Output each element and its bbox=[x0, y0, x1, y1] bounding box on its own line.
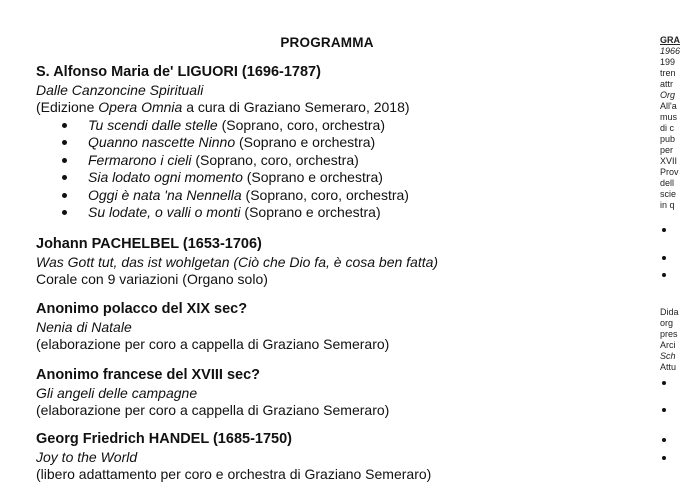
section-anonimo-francese bbox=[36, 367, 596, 420]
section-handel bbox=[36, 431, 596, 484]
cropped-line: Attu bbox=[660, 362, 677, 372]
composer-heading: S. Alfonso Maria de' LIGUORI (1696-1787) bbox=[36, 64, 321, 80]
bullet-icon bbox=[62, 140, 67, 145]
edition-prefix: (Edizione bbox=[36, 99, 99, 115]
cropped-line: All'a bbox=[660, 101, 677, 111]
section-pachelbel bbox=[36, 236, 596, 289]
item-detail: (Soprano, coro, orchestra) bbox=[241, 186, 409, 203]
cropped-line: in q bbox=[660, 200, 675, 210]
bullet-icon bbox=[662, 456, 666, 460]
work-note: (elaborazione per coro a cappella di Graziano Semeraro) bbox=[36, 402, 390, 418]
edition-note bbox=[36, 99, 596, 117]
item-title: Quanno nascette Ninno bbox=[88, 134, 236, 151]
bullet-icon bbox=[662, 438, 666, 442]
section-liguori bbox=[36, 64, 596, 222]
cropped-line: per bbox=[660, 145, 674, 155]
item-detail: (Soprano e orchestra) bbox=[242, 169, 383, 186]
cropped-line: pub bbox=[660, 134, 676, 144]
work-title: Dalle Canzoncine Spirituali bbox=[36, 81, 204, 98]
work-title: Nenia di Natale bbox=[36, 318, 132, 335]
cropped-line: Dida bbox=[660, 307, 679, 317]
item-detail: (Soprano, coro, orchestra) bbox=[217, 116, 385, 133]
edition-suffix: a cura di Graziano Semeraro, 2018) bbox=[182, 99, 410, 115]
cropped-line: Org bbox=[660, 90, 676, 100]
item-detail: (Soprano, coro, orchestra) bbox=[191, 151, 359, 168]
cropped-line: org bbox=[660, 318, 674, 328]
cropped-line: Sch bbox=[660, 351, 676, 361]
item-title: Fermarono i cieli bbox=[88, 151, 192, 168]
bullet-icon bbox=[662, 256, 666, 260]
bullet-icon bbox=[662, 381, 666, 385]
composer-heading: Johann PACHELBEL (1653-1706) bbox=[36, 236, 262, 252]
cropped-line: pres bbox=[660, 329, 678, 339]
bullet-icon bbox=[62, 210, 67, 215]
item-title: Oggi è nata 'na Nennella bbox=[88, 186, 242, 203]
cropped-line: mus bbox=[660, 112, 678, 122]
cropped-line: tren bbox=[660, 68, 676, 78]
work-title: Was Gott tut, das ist wohlgetan (Ciò che Dio fa, è cosa ben fatta) bbox=[36, 253, 439, 270]
list-item bbox=[36, 152, 596, 170]
bullet-icon bbox=[662, 408, 666, 412]
cropped-line: scie bbox=[660, 189, 677, 199]
work-note: (elaborazione per coro a cappella di Graziano Semeraro) bbox=[36, 336, 390, 352]
cropped-line: di c bbox=[660, 123, 675, 133]
item-title: Tu scendi dalle stelle bbox=[88, 116, 218, 133]
bullet-icon bbox=[62, 123, 67, 128]
adjacent-page-column bbox=[660, 0, 680, 480]
work-title: Joy to the World bbox=[36, 448, 138, 465]
cropped-line: dell bbox=[660, 178, 675, 188]
list-item bbox=[36, 117, 596, 135]
bullet-icon bbox=[62, 158, 67, 163]
cropped-heading: GRA bbox=[660, 35, 680, 45]
list-item bbox=[36, 134, 596, 152]
cropped-line: 199 bbox=[660, 57, 676, 67]
list-item bbox=[36, 204, 596, 222]
page-title: PROGRAMMA bbox=[280, 35, 374, 50]
composer-heading: Anonimo francese del XVIII sec? bbox=[36, 367, 261, 383]
item-title: Sia lodato ogni momento bbox=[88, 169, 243, 186]
item-detail: (Soprano e orchestra) bbox=[235, 134, 376, 151]
bullet-icon bbox=[62, 175, 67, 180]
bullet-icon bbox=[62, 193, 67, 198]
edition-italic: Opera Omnia bbox=[98, 99, 183, 115]
section-anonimo-polacco bbox=[36, 301, 596, 354]
work-note: (libero adattamento per coro e orchestra di Graziano Semeraro) bbox=[36, 466, 432, 482]
cropped-line: XVII bbox=[660, 156, 678, 166]
cropped-line: Prov bbox=[660, 167, 679, 177]
cropped-line: 1966 bbox=[660, 46, 680, 56]
item-title: Su lodate, o valli o monti bbox=[88, 204, 241, 221]
bullet-icon bbox=[662, 273, 666, 277]
bullet-icon bbox=[662, 228, 666, 232]
list-item bbox=[36, 187, 596, 205]
work-title: Gli angeli delle campagne bbox=[36, 384, 198, 401]
work-note: Corale con 9 variazioni (Organo solo) bbox=[36, 271, 268, 287]
list-item bbox=[36, 169, 596, 187]
cropped-line: Arci bbox=[660, 340, 676, 350]
cropped-line: attr bbox=[660, 79, 674, 89]
item-detail: (Soprano e orchestra) bbox=[240, 204, 381, 221]
composer-heading: Anonimo polacco del XIX sec? bbox=[36, 301, 248, 317]
composer-heading: Georg Friedrich HANDEL (1685-1750) bbox=[36, 431, 292, 447]
work-list bbox=[36, 117, 596, 223]
